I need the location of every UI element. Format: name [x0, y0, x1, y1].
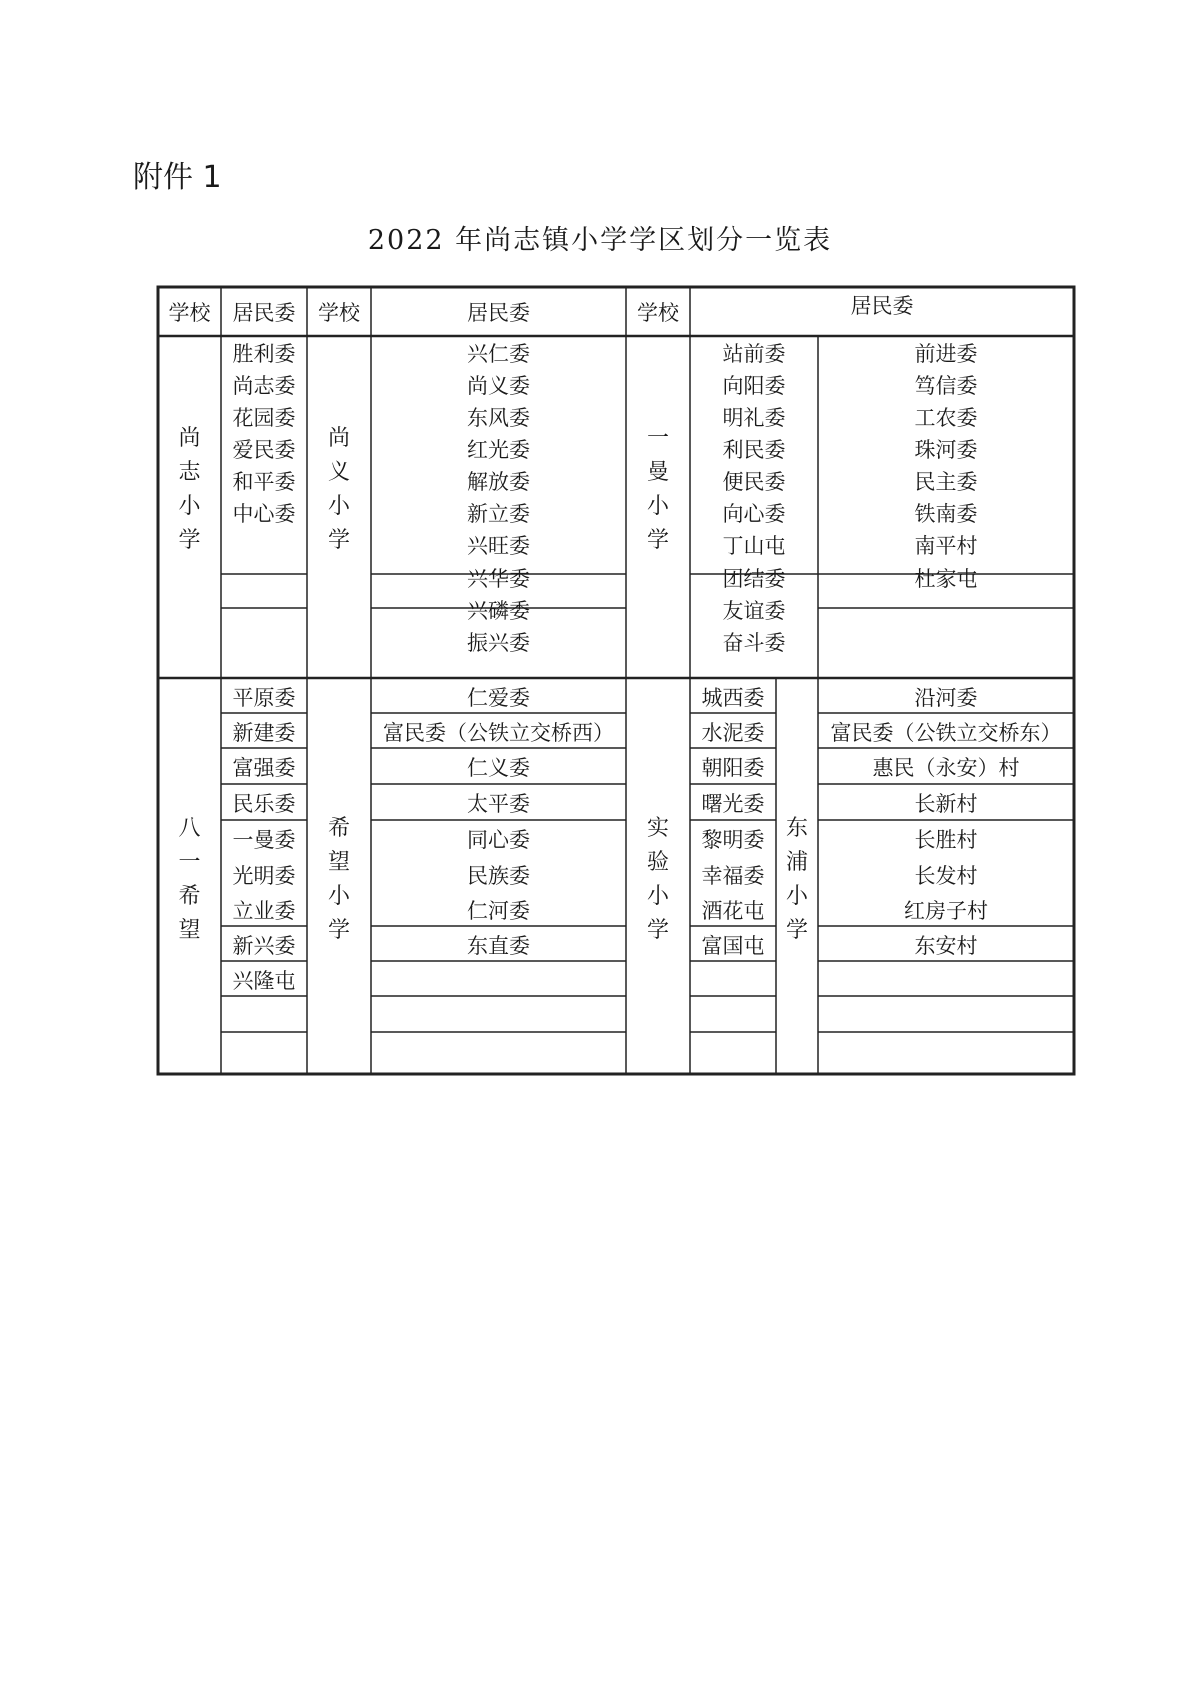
- committee-cell: 长新村: [914, 792, 978, 816]
- committee-cell: 仁义委: [467, 756, 530, 780]
- school-name-char: 希: [178, 884, 201, 909]
- committee-cell: 酒花屯: [701, 899, 765, 923]
- committee-cell: 仁河委: [467, 899, 530, 923]
- committee-cell: 红房子村: [904, 899, 988, 923]
- school-shangyi: [307, 410, 371, 570]
- school-name-char: 八: [178, 816, 201, 841]
- committee-cell: 兴旺委: [467, 534, 530, 558]
- committee-cell: 站前委: [722, 342, 786, 366]
- school-name-char: 小: [646, 884, 669, 909]
- school-name-char: 曼: [646, 460, 669, 485]
- committee-cell: 向心委: [722, 502, 786, 526]
- committee-cell: 友谊委: [722, 599, 786, 623]
- committee-cell: 曙光委: [701, 792, 765, 816]
- committee-cell: 利民委: [722, 438, 786, 462]
- header-school-1: 学校: [168, 300, 211, 325]
- committee-cell: 水泥委: [701, 721, 765, 745]
- school-dongpu: [776, 800, 818, 960]
- committee-cell: 兴隆屯: [232, 969, 296, 993]
- committee-cell: 和平委: [232, 470, 296, 494]
- committee-cell: 中心委: [232, 502, 296, 526]
- school-shangzhi: [158, 410, 221, 570]
- committee-cell: 黎明委: [701, 828, 765, 852]
- header-school-2: 学校: [318, 300, 360, 325]
- committee-cell: 南平村: [914, 534, 978, 558]
- school-shiyan: [626, 800, 690, 960]
- committee-cell: 富强委: [232, 756, 296, 780]
- committee-cell: 民主委: [914, 470, 978, 494]
- committee-cell: 明礼委: [722, 406, 786, 430]
- committee-cell: 花园委: [232, 406, 296, 430]
- school-name-char: 尚: [327, 426, 350, 451]
- committee-cell: 新兴委: [232, 934, 296, 958]
- school-name-char: 义: [327, 460, 350, 485]
- header-school-3: 学校: [637, 300, 679, 325]
- committee-cell: 民族委: [467, 864, 530, 888]
- school-name-char: 东: [785, 816, 808, 841]
- school-yiman: [626, 410, 690, 570]
- document-title: 2022 年尚志镇小学学区划分一览表: [367, 225, 833, 256]
- committee-cell: 幸福委: [701, 864, 765, 888]
- school-name-char: 实: [646, 816, 669, 841]
- school-bayi-xiwang: [158, 800, 221, 960]
- committee-cell: 长发村: [914, 864, 978, 888]
- committee-cell: 奋斗委: [722, 631, 786, 655]
- school-name-char: 希: [327, 816, 350, 841]
- school-name-char: 学: [646, 528, 669, 553]
- committee-cell: 珠河委: [914, 438, 978, 462]
- school-name-char: 望: [178, 918, 201, 943]
- committee-cell: 笃信委: [914, 374, 978, 398]
- committee-cell: 立业委: [232, 899, 296, 923]
- committee-cell: 振兴委: [467, 631, 530, 655]
- committee-cell: 铁南委: [914, 502, 978, 526]
- school-name-char: 小: [327, 884, 350, 909]
- committee-cell: 东安村: [914, 934, 978, 958]
- committee-cell: 惠民（永安）村: [872, 756, 1020, 780]
- committee-cell: 前进委: [914, 342, 978, 366]
- committee-cell: 解放委: [467, 470, 530, 494]
- school-name-char: 志: [178, 460, 201, 485]
- committee-cell: 兴磷委: [467, 599, 530, 623]
- committee-cell: 丁山屯: [722, 534, 786, 558]
- school-name-char: 学: [646, 918, 669, 943]
- committee-cell: 富国屯: [701, 934, 765, 958]
- attachment-label: 附件 1: [133, 160, 222, 195]
- committee-cell: 团结委: [722, 567, 786, 591]
- committee-cell: 红光委: [467, 438, 530, 462]
- header-committee-2: 居民委: [467, 300, 530, 325]
- school-name-char: 小: [646, 494, 669, 519]
- committee-cell: 便民委: [722, 470, 786, 494]
- committee-cell: 城西委: [701, 686, 765, 710]
- school-name-char: 望: [327, 850, 350, 875]
- header-committee-3: 居民委: [850, 294, 914, 318]
- header-committee-1: 居民委: [232, 300, 296, 325]
- school-name-char: 浦: [785, 850, 808, 875]
- committee-cell: 一曼委: [232, 828, 296, 852]
- committee-cell: 新建委: [232, 721, 296, 745]
- committee-cell: 朝阳委: [701, 756, 765, 780]
- school-name-char: 一: [178, 850, 201, 875]
- committee-cell: 长胜村: [914, 828, 978, 852]
- school-name-char: 学: [327, 528, 350, 553]
- committee-cell: 沿河委: [914, 686, 978, 710]
- committee-cell: 兴仁委: [467, 342, 530, 366]
- committee-cell: 向阳委: [722, 374, 786, 398]
- committee-cell: 工农委: [914, 406, 978, 430]
- committee-cell: 东直委: [467, 934, 530, 958]
- committee-cell: 尚义委: [467, 374, 530, 398]
- committee-cell: 光明委: [232, 864, 296, 888]
- committee-cell: 同心委: [467, 828, 530, 852]
- committee-cell: 民乐委: [232, 792, 296, 816]
- school-name-char: 小: [785, 884, 808, 909]
- school-name-char: 小: [178, 494, 201, 519]
- school-name-char: 验: [646, 850, 669, 875]
- committee-cell: 富民委（公铁立交桥东）: [830, 721, 1062, 745]
- committee-cell: 仁爱委: [467, 686, 530, 710]
- committee-cell: 平原委: [232, 686, 296, 710]
- committee-cell: 胜利委: [232, 342, 296, 366]
- committee-cell: 兴华委: [467, 567, 530, 591]
- committee-cell: 杜家屯: [914, 567, 978, 591]
- school-name-char: 尚: [178, 426, 201, 451]
- committee-cell: 爱民委: [232, 438, 296, 462]
- committee-cell: 新立委: [467, 502, 530, 526]
- school-name-char: 学: [785, 918, 808, 943]
- school-name-char: 学: [327, 918, 350, 943]
- school-xiwang: [307, 800, 371, 960]
- committee-cell: 尚志委: [232, 374, 296, 398]
- committee-cell: 东风委: [467, 406, 530, 430]
- school-name-char: 小: [327, 494, 350, 519]
- school-name-char: 学: [178, 528, 201, 553]
- committee-cell: 富民委（公铁立交桥西）: [383, 721, 614, 745]
- school-name-char: 一: [646, 426, 669, 451]
- committee-cell: 太平委: [467, 792, 530, 816]
